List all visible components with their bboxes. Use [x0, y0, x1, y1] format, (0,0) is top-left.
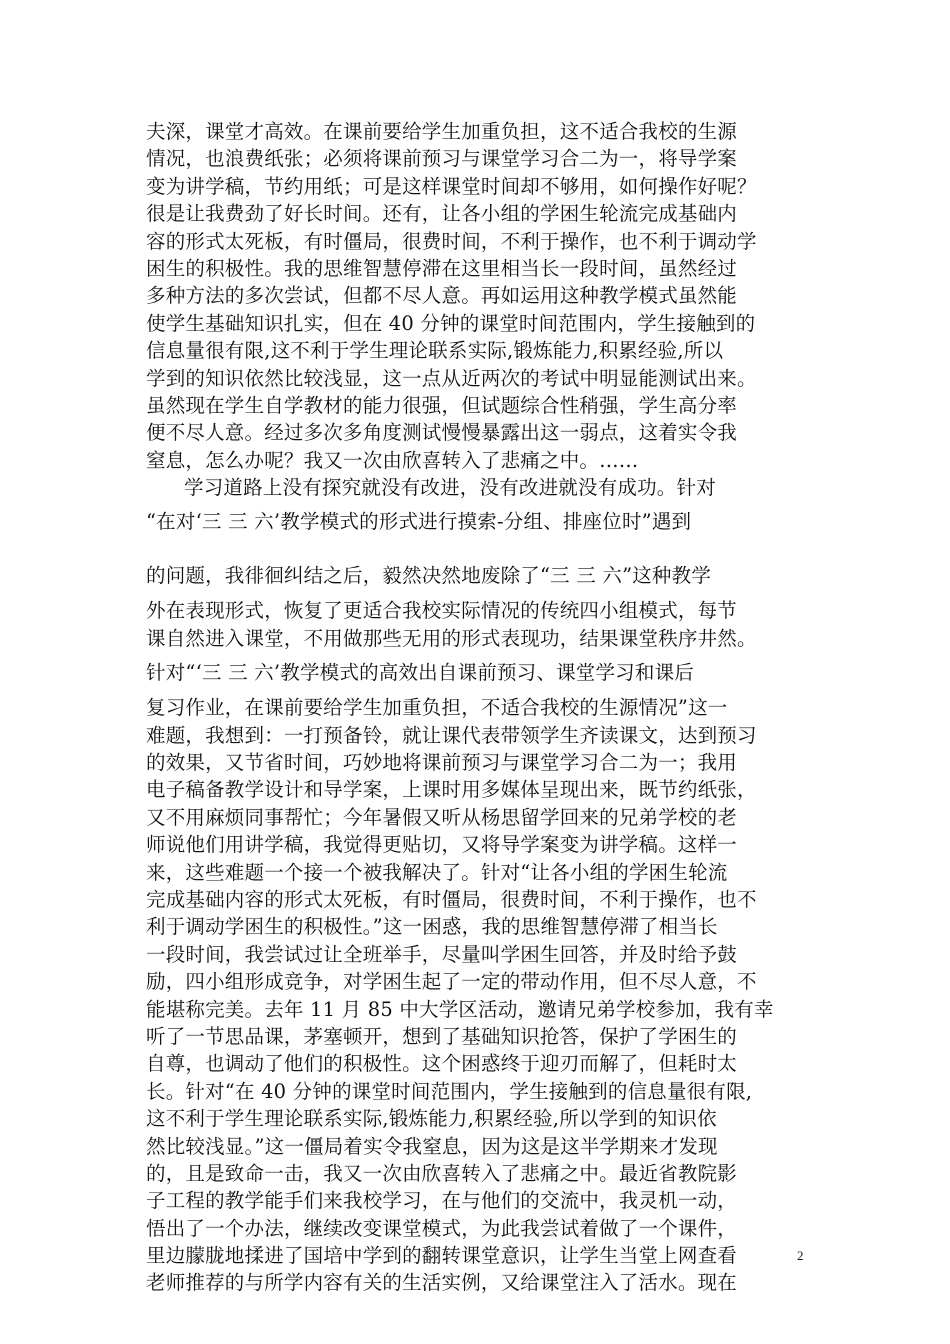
text-line: 自尊，也调动了他们的积极性。这个困惑终于迎刃而解了，但耗时太	[146, 1052, 738, 1076]
text-line: 容的形式太死板，有时僵局，很费时间，不利于操作，也不利于调动学	[146, 229, 757, 253]
text-line: 里边朦胧地揉进了国培中学到的翻转课堂意识，让学生当堂上网查看	[146, 1244, 738, 1268]
text-line: 完成基础内容的形式太死板，有时僵局，很费时间，不利于操作，也不	[146, 887, 757, 911]
paragraph-first-line: 学习道路上没有探究就没有改进，没有改进就没有成功。针对	[184, 476, 716, 500]
text-line: 然比较浅显。”这一僵局着实令我窒息，因为这是这半学期来才发现	[146, 1134, 718, 1158]
text-line: 的效果，又节省时间，巧妙地将课前预习与课堂学习合二为一；我用	[146, 751, 738, 775]
text-line: 长。针对“在 40 分钟的课堂时间范围内，学生接触到的信息量很有限,	[146, 1079, 753, 1103]
text-line: 情况，也浪费纸张；必须将课前预习与课堂学习合二为一，将导学案	[146, 147, 738, 171]
text-line: 一段时间，我尝试过让全班举手，尽量叫学困生回答，并及时给予鼓	[146, 942, 738, 966]
text-line: 课自然进入课堂，不用做那些无用的形式表现功，结果课堂秩序井然。	[146, 626, 757, 650]
text-line: 外在表现形式，恢复了更适合我校实际情况的传统四小组模式，每节	[146, 599, 738, 623]
text-line: 利于调动学困生的积极性。”这一困惑，我的思维智慧停滞了相当长	[146, 915, 718, 939]
text-line: 信息量很有限,这不利于学生理论联系实际,锻炼能力,积累经验,所以	[146, 339, 724, 363]
text-line: 子工程的教学能手们来我校学习，在与他们的交流中，我灵机一动，	[146, 1189, 738, 1213]
text-line: “在对‘三 三 六’教学模式的形式进行摸索-分组、排座位时”遇到	[146, 510, 692, 534]
text-line: 的问题，我徘徊纠结之后，毅然决然地废除了“三 三 六”这种教学	[146, 564, 712, 588]
body-text	[146, 118, 826, 1297]
text-line: 能堪称完美。去年 11 月 85 中大学区活动，邀请兄弟学校参加，我有幸	[146, 997, 774, 1021]
page-number: 2	[797, 1248, 804, 1263]
text-line: 又不用麻烦同事帮忙；今年暑假又听从杨思留学回来的兄弟学校的老	[146, 805, 738, 829]
text-line: 悟出了一个办法，继续改变课堂模式，为此我尝试着做了一个课件，	[146, 1216, 738, 1240]
text-line: 便不尽人意。经过多次多角度测试慢慢暴露出这一弱点，这着实令我	[146, 421, 738, 445]
text-line: 针对“‘三 三 六’教学模式的高效出自课前预习、课堂学习和课后	[146, 661, 694, 685]
text-line: 这不利于学生理论联系实际,锻炼能力,积累经验,所以学到的知识依	[146, 1107, 717, 1131]
text-line: 夫深，课堂才高效。在课前要给学生加重负担，这不适合我校的生源	[146, 120, 738, 143]
text-line: 听了一节思品课，茅塞顿开，想到了基础知识抢答，保护了学困生的	[146, 1024, 738, 1048]
text-line: 窒息，怎么办呢？我又一次由欣喜转入了悲痛之中。……	[146, 448, 639, 472]
text-line: 使学生基础知识扎实，但在 40 分钟的课堂时间范围内，学生接触到的	[146, 311, 756, 335]
text-line: 变为讲学稿，节约用纸；可是这样课堂时间却不够用，如何操作好呢？	[146, 174, 757, 198]
text-line: 虽然现在学生自学教材的能力很强，但试题综合性稍强，学生高分率	[146, 393, 738, 417]
text-line: 师说他们用讲学稿，我觉得更贴切，又将导学案变为讲学稿。这样一	[146, 833, 738, 857]
text-line: 很是让我费劲了好长时间。还有，让各小组的学困生轮流完成基础内	[146, 202, 738, 226]
text-line: 的，且是致命一击，我又一次由欣喜转入了悲痛之中。最近省教院影	[146, 1161, 738, 1185]
text-line: 困生的积极性。我的思维智慧停滞在这里相当长一段时间，虽然经过	[146, 256, 738, 280]
text-line: 多种方法的多次尝试，但都不尽人意。再如运用这种教学模式虽然能	[146, 284, 738, 308]
text-line: 来，这些难题一个接一个被我解决了。针对“让各小组的学困生轮流	[146, 860, 728, 884]
text-line: 难题，我想到：一打预备铃，就让课代表带领学生齐读课文，达到预习	[146, 723, 757, 747]
text-line: 励，四小组形成竞争，对学困生起了一定的带动作用，但不尽人意，不	[146, 970, 757, 994]
text-line: 老师推荐的与所学内容有关的生活实例，又给课堂注入了活水。现在	[146, 1271, 738, 1295]
text-line: 复习作业，在课前要给学生加重负担，不适合我校的生源情况”这一	[146, 696, 728, 720]
text-line: 学到的知识依然比较浅显，这一点从近两次的考试中明显能测试出来。	[146, 366, 757, 390]
text-line: 电子稿备教学设计和导学案，上课时用多媒体呈现出来，既节约纸张，	[146, 778, 757, 802]
